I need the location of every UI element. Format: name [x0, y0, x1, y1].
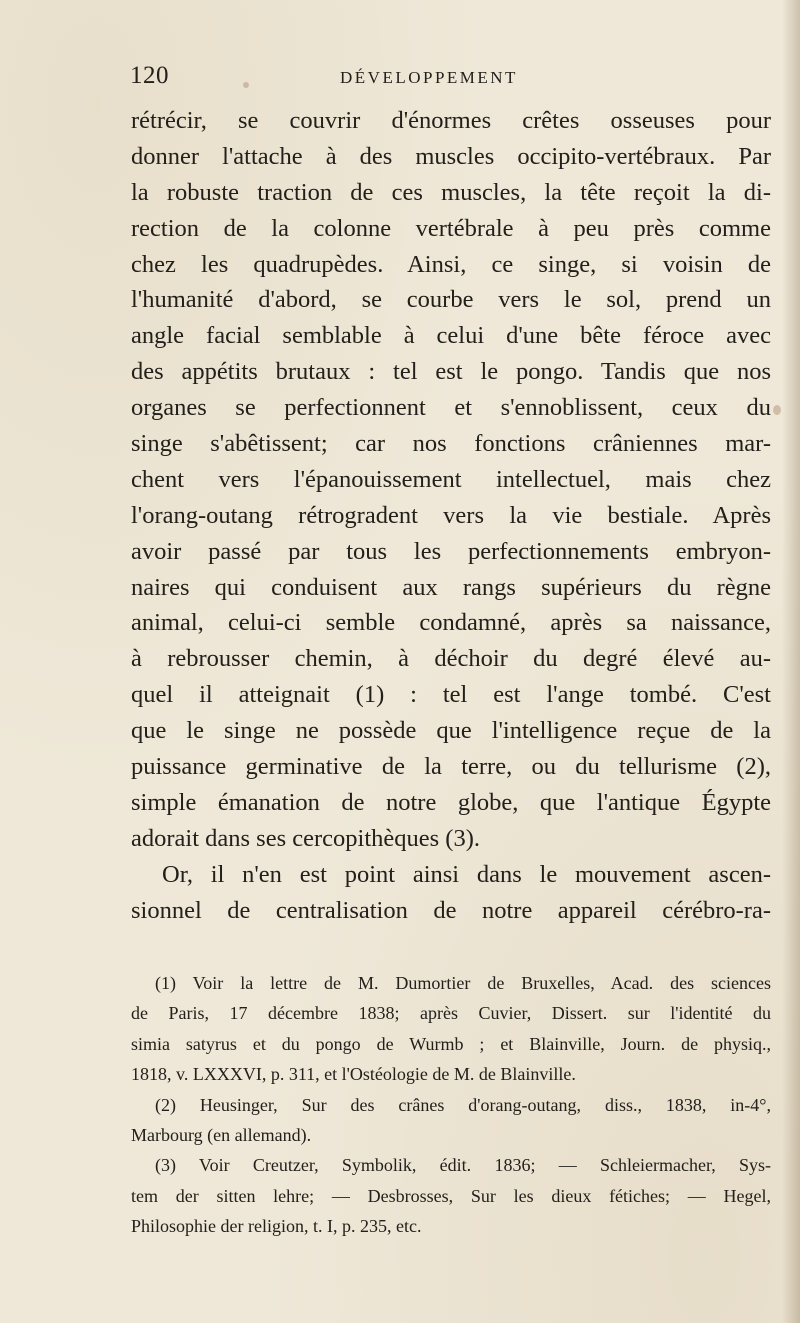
text-line: rection de la colonne vertébrale à peu près comme — [131, 214, 771, 242]
page-number: 120 — [130, 62, 169, 89]
text-line: rétrécir, se couvrir d'énormes crêtes osseuses pour — [131, 107, 771, 134]
text-line: puissance germinative de la terre, ou du tellurisme (2), — [131, 753, 771, 781]
text-line: quel il atteignait (1) : tel est l'ange tombé. C'est — [131, 681, 771, 709]
text-line: chent vers l'épanouissement intellectuel, mais chez — [131, 465, 771, 493]
text-line: organes se perfectionnent et s'ennoblissent, ceux du — [131, 394, 771, 422]
footnote-line: Philosophie der religion, t. I, p. 235, etc. — [131, 1216, 422, 1237]
text-line: l'humanité d'abord, se courbe vers le sol, prend un — [131, 286, 771, 314]
footnote-line: (3) Voir Creutzer, Symbolik, édit. 1836; — Schleiermacher, Sys- — [155, 1155, 771, 1176]
footnote-line: (2) Heusinger, Sur des crânes d'orang-outang, diss., 1838, in-4°, — [155, 1094, 771, 1115]
footnote-line: Marbourg (en allemand). — [131, 1124, 312, 1145]
main-text — [131, 103, 771, 928]
text-line: Or, il n'en est point ainsi dans le mouvement ascen- — [162, 860, 771, 888]
footnote-line: tem der sitten lehre; — Desbrosses, Sur les dieux fétiches; — Hegel, — [131, 1185, 771, 1206]
footnote-line: 1818, v. LXXXVI, p. 311, et l'Ostéologie de M. de Blainville. — [131, 1064, 576, 1085]
text-line: singe s'abêtissent; car nos fonctions crâniennes mar- — [131, 430, 771, 458]
footnote-line: simia satyrus et du pongo de Wurmb ; et Blainville, Journ. de physiq., — [131, 1033, 771, 1054]
text-line: des appétits brutaux : tel est le pongo. Tandis que nos — [131, 358, 771, 386]
running-head: DÉVELOPPEMENT — [340, 68, 518, 87]
text-line: avoir passé par tous les perfectionnements embryon- — [131, 537, 771, 565]
text-line: l'orang-outang rétrogradent vers la vie bestiale. Après — [131, 501, 771, 529]
text-line: donner l'attache à des muscles occipito-vertébraux. Par — [131, 142, 771, 170]
page-header — [130, 62, 770, 96]
text-line: angle facial semblable à celui d'une bête féroce avec — [131, 322, 771, 350]
text-line: la robuste traction de ces muscles, la tête reçoit la di- — [131, 178, 771, 206]
text-line: à rebrousser chemin, à déchoir du degré élevé au- — [131, 645, 771, 673]
text-line: naires qui conduisent aux rangs supérieurs du règne — [131, 573, 771, 601]
text-line: que le singe ne possède que l'intelligence reçue de la — [131, 717, 771, 745]
footnote-line: (1) Voir la lettre de M. Dumortier de Bruxelles, Acad. des sciences — [155, 973, 771, 993]
text-line: simple émanation de notre globe, que l'antique Égypte — [131, 788, 771, 816]
paper-stain — [773, 405, 781, 415]
text-line: chez les quadrupèdes. Ainsi, ce singe, si voisin de — [131, 250, 771, 278]
text-line: animal, celui-ci semble condamné, après sa naissance, — [131, 609, 771, 637]
footnotes — [131, 968, 771, 1242]
text-line: adorait dans ses cercopithèques (3). — [131, 824, 480, 852]
footnote-line: de Paris, 17 décembre 1838; après Cuvier, Dissert. sur l'identité du — [131, 1003, 771, 1024]
text-line: sionnel de centralisation de notre appareil cérébro-ra- — [131, 896, 771, 924]
page-edge-shadow — [782, 0, 800, 1323]
